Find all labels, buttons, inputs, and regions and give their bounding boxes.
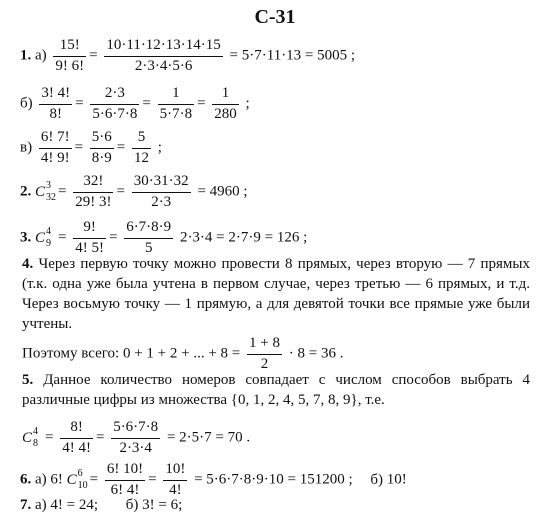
- problem-number: 3.: [20, 229, 32, 246]
- part-label: б): [370, 471, 384, 488]
- fraction: $\frac{10\cdot 11\cdot 12\cdot 13\cdot 14\cdot 15}{2\cdot 3\cdot 4\cdot 5\cdot 6}$: [106, 37, 221, 74]
- problem-5-text: [22, 370, 530, 410]
- fraction: $\frac{1}{5\cdot 7\cdot 8}$: [159, 85, 193, 122]
- problem-number: 4.: [22, 256, 34, 272]
- fraction: $\frac{5\cdot 6}{8\cdot 9}$: [91, 129, 112, 166]
- part-label: а): [35, 471, 47, 488]
- problem-number: 2.: [20, 183, 32, 200]
- fraction: $\frac{15!}{9! 6!}$: [55, 37, 85, 74]
- punctuation: ;: [157, 139, 162, 156]
- fraction: $\frac{6! 10!}{6! 4!}$: [106, 461, 144, 498]
- punctuation: ;: [245, 95, 250, 112]
- result: = 5·6·7·8·9·10 = 151200 ;: [194, 471, 353, 488]
- problem-3: 3. C 4 9 = $\frac{9!}{4! 5!}$ = $\frac{6\cdot 7\cdot 8\cdot 9}{5}$ 2·3·4 = 2·7·9 = 126 ;: [20, 219, 308, 256]
- problem-6: 6. а) 6! C 6 10 = $\frac{6! 10!}{6! 4!}$ = $\frac{10!}{4!}$ = 5·6·7·8·9·10 = 151200 ; б) 10!: [20, 461, 407, 498]
- problem-number: 6.: [20, 471, 32, 488]
- combination-symbol: C 4 9: [35, 225, 51, 249]
- fraction: $\frac{3! 4!}{8!}$: [41, 85, 71, 122]
- fraction: $\frac{8!}{4! 4!}$: [62, 419, 91, 456]
- problem-number: 1.: [20, 47, 32, 64]
- result: = 4960 ;: [197, 183, 248, 200]
- result: 4! = 24;: [50, 497, 99, 513]
- fraction: $\frac{1 + 8}{2}$: [249, 335, 280, 372]
- fraction: $\frac{9!}{4! 5!}$: [75, 219, 104, 256]
- fraction: $\frac{5}{12}$: [134, 129, 150, 166]
- problem-5-formula: C 4 8 = $\frac{8!}{4! 4!}$ = $\frac{5\cdot 6\cdot 7\cdot 8}{2\cdot 3\cdot 4}$ = 2·5·7 = 70 .: [22, 419, 251, 456]
- result: · 8 = 36 .: [288, 345, 344, 362]
- problem-2: 2. C 3 32 = $\frac{32!}{29! 3!}$ = $\frac{30\cdot 31\cdot 32}{2\cdot 3}$ = 4960 ;: [20, 173, 248, 210]
- page-title: С-31: [254, 6, 296, 28]
- problem-1b: б) $\frac{3! 4!}{8!}$ = $\frac{2\cdot 3}{5\cdot 6\cdot 7\cdot 8}$ = $\frac{1}{5\cdot 7\cdot 8}$ = $\frac{1}{280}$ ;: [20, 85, 250, 122]
- result: = 5·7·11·13 = 5005 ;: [229, 47, 356, 64]
- problem-7: [20, 496, 182, 514]
- part-label: а): [35, 497, 47, 513]
- fraction: $\frac{6! 7!}{4! 9!}$: [40, 129, 70, 166]
- combination-symbol: C 6 10: [66, 467, 88, 491]
- fraction: $\frac{32!}{29! 3!}$: [75, 173, 112, 210]
- part-label: в): [20, 139, 33, 156]
- part-label: б): [125, 497, 139, 513]
- result: 10!: [386, 471, 407, 488]
- result: 2·3·4 = 2·7·9 = 126 ;: [179, 229, 308, 246]
- fraction: $\frac{30\cdot 31\cdot 32}{2\cdot 3}$: [133, 173, 189, 210]
- problem-4-text: [22, 254, 530, 334]
- fraction: $\frac{6\cdot 7\cdot 8\cdot 9}{5}$: [126, 219, 172, 256]
- problem-4-sum: [22, 336, 343, 373]
- paragraph-text: Через первую точку можно провести 8 прямых, через вторую — 7 прямых (т.к. одна уже была учтена в первом случае, через третью — 6 прямых, и т.д. Через восьмую точку — 1 прямую, а для девятой точки все прямые уже были учтены.: [22, 256, 530, 332]
- problem-1a: 1. а) $\frac{15!}{9! 6!}$ = $\frac{10\cdot 11\cdot 12\cdot 13\cdot 14\cdot 15}{2\cdot 3\cdot 4\cdot 5\cdot 6}$ = 5·7·11·13 = 5005 ;: [20, 37, 356, 74]
- problem-1v: в) $\frac{6! 7!}{4! 9!}$ = $\frac{5\cdot 6}{8\cdot 9}$ = $\frac{5}{12}$ ;: [20, 129, 162, 166]
- combination-symbol: C 3 32: [35, 179, 56, 203]
- result: = 2·5·7 = 70 .: [166, 429, 251, 446]
- part-label: а): [35, 47, 47, 64]
- combination-symbol: C 4 8: [22, 425, 38, 449]
- fraction: $\frac{1}{280}$: [214, 85, 237, 122]
- part-label: б): [20, 95, 33, 112]
- fraction: $\frac{5\cdot 6\cdot 7\cdot 8}{2\cdot 3\cdot 4}$: [113, 419, 159, 456]
- fraction: $\frac{2\cdot 3}{5\cdot 6\cdot 7\cdot 8}$: [92, 85, 138, 122]
- fraction: $\frac{10!}{4!}$: [165, 461, 186, 498]
- factorial: 6!: [50, 471, 63, 488]
- problem-number: 5.: [22, 372, 34, 388]
- result: 3! = 6;: [142, 497, 183, 513]
- sum-expression: Поэтому всего: 0 + 1 + 2 + ... + 8 =: [22, 345, 241, 362]
- paragraph-text: Данное количество номеров совпадает с числом способов выбрать 4 различные цифры из множества {0, 1, 2, 4, 5, 7, 8, 9}, т.е.: [22, 372, 531, 408]
- problem-number: 7.: [20, 497, 32, 513]
